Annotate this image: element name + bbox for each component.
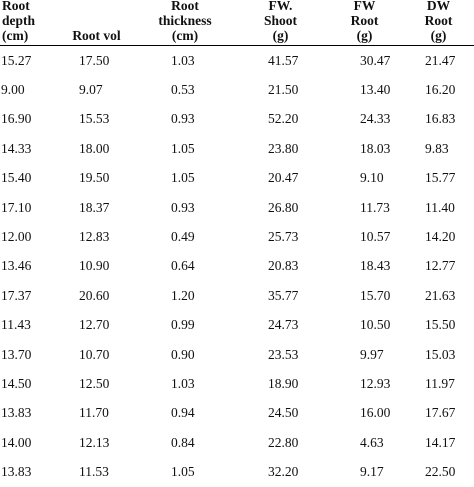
table-cell: 11.70 <box>79 405 109 421</box>
table-row <box>0 399 474 428</box>
table-cell: 15.77 <box>425 170 456 186</box>
table-cell: 20.47 <box>268 170 299 186</box>
table-row <box>0 281 474 310</box>
column-header <box>58 0 135 46</box>
table-cell: 18.37 <box>79 199 110 215</box>
column-header-line: Shoot <box>263 13 297 28</box>
table-cell: 20.60 <box>79 287 110 303</box>
table-row <box>0 340 474 369</box>
table-cell: 0.53 <box>171 82 195 98</box>
table-cell: 0.93 <box>171 111 195 127</box>
column-header <box>403 0 474 46</box>
table-cell: 0.90 <box>171 346 195 362</box>
table-cell: 0.99 <box>171 317 195 333</box>
table-cell: 12.00 <box>1 229 32 245</box>
table-cell: 13.70 <box>1 346 32 362</box>
table-cell: 16.00 <box>360 405 391 421</box>
table-cell: 9.10 <box>360 170 384 186</box>
table-cell: 16.83 <box>425 111 456 127</box>
column-header-line: Root vol <box>72 28 121 43</box>
table-cell: 1.03 <box>171 52 195 68</box>
table-cell: 9.07 <box>79 82 103 98</box>
table-cell: 12.50 <box>79 375 110 391</box>
table-cell: 9.97 <box>360 346 384 362</box>
column-header-line: FW <box>353 0 376 13</box>
table-cell: 25.73 <box>268 229 299 245</box>
table-cell: 17.37 <box>1 287 32 303</box>
table-cell: 22.50 <box>425 464 456 480</box>
table-cell: 9.00 <box>1 82 25 98</box>
column-header-line: DW <box>426 0 451 13</box>
table-row <box>0 457 474 486</box>
table-cell: 17.50 <box>79 52 110 68</box>
table-cell: 15.53 <box>79 111 110 127</box>
table-cell: 11.73 <box>360 199 390 215</box>
table-cell: 1.05 <box>171 140 195 156</box>
table-cell: 14.17 <box>425 434 456 450</box>
table-cell: 35.77 <box>268 287 299 303</box>
table-cell: 15.27 <box>1 52 32 68</box>
table-cell: 52.20 <box>268 111 299 127</box>
table-cell: 9.83 <box>425 140 449 156</box>
table-cell: 0.49 <box>171 229 195 245</box>
table-row <box>0 222 474 251</box>
table-cell: 14.00 <box>1 434 32 450</box>
table-cell: 1.05 <box>171 170 195 186</box>
table-cell: 19.50 <box>79 170 110 186</box>
table-cell: 17.10 <box>1 199 32 215</box>
table-cell: 0.64 <box>171 258 195 274</box>
table-cell: 10.70 <box>79 346 110 362</box>
table-cell: 24.33 <box>360 111 391 127</box>
table-cell: 15.50 <box>425 317 456 333</box>
column-header <box>0 0 58 46</box>
table-cell: 24.73 <box>268 317 299 333</box>
table-cell: 15.40 <box>1 170 32 186</box>
column-header-line: (cm) <box>171 28 199 43</box>
column-header-line: (cm) <box>2 28 29 43</box>
column-header-line: depth <box>2 13 36 28</box>
table-cell: 18.90 <box>268 375 299 391</box>
table-cell: 0.84 <box>171 434 195 450</box>
header-row <box>0 0 474 46</box>
table-cell: 12.83 <box>79 229 110 245</box>
table-cell: 23.80 <box>268 140 299 156</box>
table-row <box>0 369 474 398</box>
table-cell: 15.70 <box>360 287 391 303</box>
table-cell: 18.43 <box>360 258 391 274</box>
table-cell: 16.90 <box>1 111 32 127</box>
table-cell: 9.17 <box>360 464 384 480</box>
table-row <box>0 252 474 281</box>
column-header-line: Root <box>424 13 453 28</box>
table-cell: 11.97 <box>425 375 455 391</box>
table-cell: 13.46 <box>1 258 32 274</box>
table-cell: 11.40 <box>425 199 455 215</box>
table-row <box>0 105 474 134</box>
table-row <box>0 75 474 104</box>
table-cell: 12.70 <box>79 317 110 333</box>
table-cell: 14.20 <box>425 229 456 245</box>
table-cell: 24.50 <box>268 405 299 421</box>
column-header-line: thickness <box>158 13 212 28</box>
table-cell: 13.83 <box>1 464 32 480</box>
column-header-line: Root <box>171 0 199 13</box>
table-cell: 11.43 <box>1 317 31 333</box>
table-cell: 10.90 <box>79 258 110 274</box>
table-cell: 23.53 <box>268 346 299 362</box>
table-cell: 1.03 <box>171 375 195 391</box>
table-row <box>0 134 474 163</box>
table-cell: 32.20 <box>268 464 299 480</box>
table-cell: 12.13 <box>79 434 110 450</box>
table-cell: 13.40 <box>360 82 391 98</box>
table-row <box>0 164 474 193</box>
table-cell: 14.50 <box>1 375 32 391</box>
table-cell: 18.00 <box>79 140 110 156</box>
table-cell: 16.20 <box>425 82 456 98</box>
column-header-line: (g) <box>356 28 373 43</box>
table-body <box>0 46 474 487</box>
column-header-line: (g) <box>272 28 289 43</box>
table-cell: 41.57 <box>268 52 299 68</box>
table-cell: 20.83 <box>268 258 299 274</box>
column-header-line: (g) <box>430 28 447 43</box>
table-cell: 21.63 <box>425 287 456 303</box>
table-cell: 13.83 <box>1 405 32 421</box>
table-cell: 4.63 <box>360 434 384 450</box>
table-cell: 10.50 <box>360 317 391 333</box>
table-cell: 0.93 <box>171 199 195 215</box>
table-cell: 30.47 <box>360 52 391 68</box>
table-cell: 21.47 <box>425 52 456 68</box>
column-header-line: FW. <box>268 0 293 13</box>
table-cell: 12.77 <box>425 258 456 274</box>
table-cell: 22.80 <box>268 434 299 450</box>
table-row <box>0 193 474 222</box>
table-row <box>0 428 474 457</box>
table-cell: 17.67 <box>425 405 456 421</box>
table-cell: 21.50 <box>268 82 299 98</box>
column-header-line: Root <box>350 13 379 28</box>
table-cell: 18.03 <box>360 140 391 156</box>
table-cell: 0.94 <box>171 405 195 421</box>
table-cell: 11.53 <box>79 464 109 480</box>
column-header <box>326 0 403 46</box>
column-header <box>135 0 235 46</box>
table-cell: 26.80 <box>268 199 299 215</box>
column-header <box>235 0 326 46</box>
table-cell: 12.93 <box>360 375 391 391</box>
table-row <box>0 311 474 340</box>
table-cell: 10.57 <box>360 229 391 245</box>
table-cell: 15.03 <box>425 346 456 362</box>
table-cell: 1.20 <box>171 287 195 303</box>
column-header-line: Root <box>2 0 30 13</box>
table-cell: 14.33 <box>1 140 32 156</box>
table-row <box>0 46 474 76</box>
table-cell: 1.05 <box>171 464 195 480</box>
